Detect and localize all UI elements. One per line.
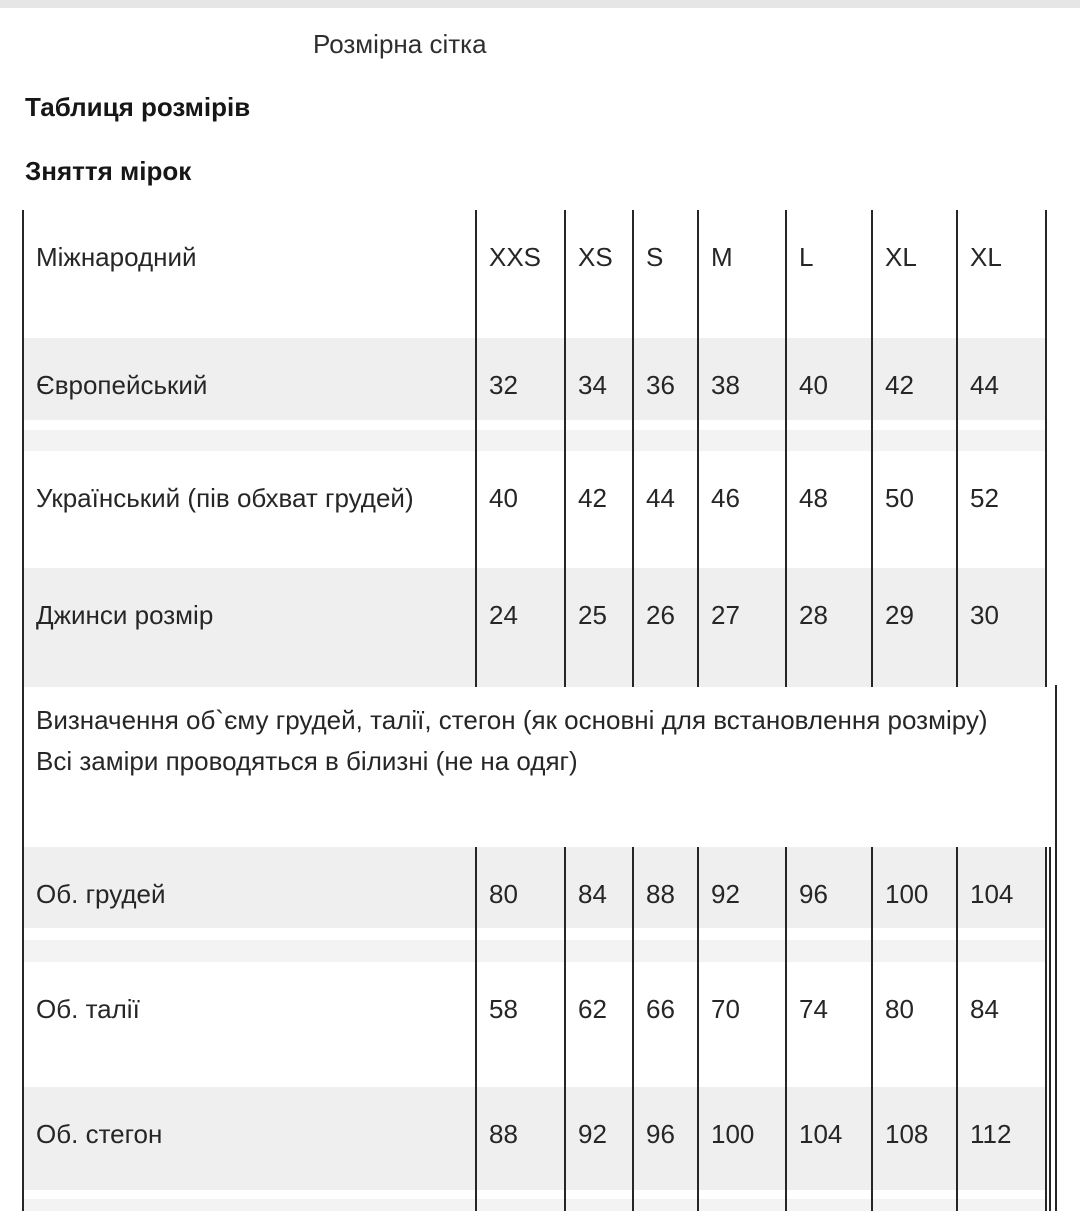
table-row-hips (24, 1087, 1045, 1190)
size-cell: 52 (956, 451, 1045, 568)
size-cell: 30 (956, 568, 1045, 687)
heading-measurements: Зняття мірок (25, 156, 192, 186)
size-cell: 42 (564, 451, 632, 568)
measuring-notes (36, 700, 1036, 782)
table-row-ukrainian (24, 451, 1045, 568)
measure-cell: 84 (564, 847, 632, 928)
size-cell: 36 (632, 338, 697, 420)
measure-cell: 62 (564, 962, 632, 1087)
heading-size-table: Таблиця розмірів (25, 92, 251, 122)
row-label: Міжнародний (36, 242, 197, 272)
row-label: Європейський (36, 370, 208, 400)
table-row-waist (24, 962, 1045, 1087)
measure-cell: 100 (697, 1087, 785, 1190)
spacer-row (24, 1199, 1045, 1211)
size-cell: 46 (697, 451, 785, 568)
size-cell: 25 (564, 568, 632, 687)
measure-cell: 92 (697, 847, 785, 928)
table-row-jeans (24, 568, 1045, 687)
row-label: Об. грудей (36, 879, 166, 909)
measure-table (22, 847, 1047, 1211)
row-label: Об. стегон (36, 1119, 163, 1149)
size-cell: 24 (475, 568, 564, 687)
note-line: Визначення об`єму грудей, талії, стегон (як основні для встановлення розміру) (36, 705, 988, 735)
measure-cell: 66 (632, 962, 697, 1087)
row-label: Об. талії (36, 994, 140, 1024)
size-cell: XL (956, 210, 1045, 338)
spacer-row (24, 940, 1045, 962)
spacer-row (24, 430, 1045, 451)
top-strip (0, 0, 1080, 8)
measure-cell: 70 (697, 962, 785, 1087)
size-cell: 42 (871, 338, 956, 420)
spacer-row (24, 928, 1045, 940)
page-title: Розмірна сітка (313, 29, 487, 59)
measure-cell: 80 (475, 847, 564, 928)
table-row-european (24, 338, 1045, 420)
measure-cell: 96 (632, 1087, 697, 1190)
size-cell: 34 (564, 338, 632, 420)
size-cell: 44 (632, 451, 697, 568)
measure-cell: 112 (956, 1087, 1045, 1190)
measure-cell: 88 (632, 847, 697, 928)
size-cell: M (697, 210, 785, 338)
size-cell: 29 (871, 568, 956, 687)
size-cell: XXS (475, 210, 564, 338)
size-cell: 40 (785, 338, 871, 420)
spacer-row (24, 420, 1045, 430)
row-label: Джинси розмір (36, 600, 214, 630)
measure-table-outer-line (1049, 847, 1051, 1211)
size-cell: XS (564, 210, 632, 338)
size-cell: 50 (871, 451, 956, 568)
table-row-chest (24, 847, 1045, 928)
measure-cell: 108 (871, 1087, 956, 1190)
size-cell: 26 (632, 568, 697, 687)
measure-cell: 84 (956, 962, 1045, 1087)
measure-cell: 104 (956, 847, 1045, 928)
sizes-table (22, 210, 1047, 687)
size-cell: 40 (475, 451, 564, 568)
size-cell: 44 (956, 338, 1045, 420)
size-cell: L (785, 210, 871, 338)
measure-cell: 96 (785, 847, 871, 928)
size-cell: 32 (475, 338, 564, 420)
measure-cell: 100 (871, 847, 956, 928)
size-cell: 38 (697, 338, 785, 420)
size-cell: 48 (785, 451, 871, 568)
size-cell: S (632, 210, 697, 338)
spacer-row (24, 1190, 1045, 1199)
measure-cell: 92 (564, 1087, 632, 1190)
measure-cell: 74 (785, 962, 871, 1087)
table-row-international (24, 210, 1045, 338)
section-right-border (1055, 685, 1057, 1211)
row-label: Український (пів обхват грудей) (36, 483, 414, 513)
measure-cell: 104 (785, 1087, 871, 1190)
size-cell: 27 (697, 568, 785, 687)
measure-cell: 58 (475, 962, 564, 1087)
measure-cell: 88 (475, 1087, 564, 1190)
note-line: Всі заміри проводяться в білизні (не на одяг) (36, 746, 578, 776)
size-cell: 28 (785, 568, 871, 687)
size-cell: XL (871, 210, 956, 338)
measure-cell: 80 (871, 962, 956, 1087)
